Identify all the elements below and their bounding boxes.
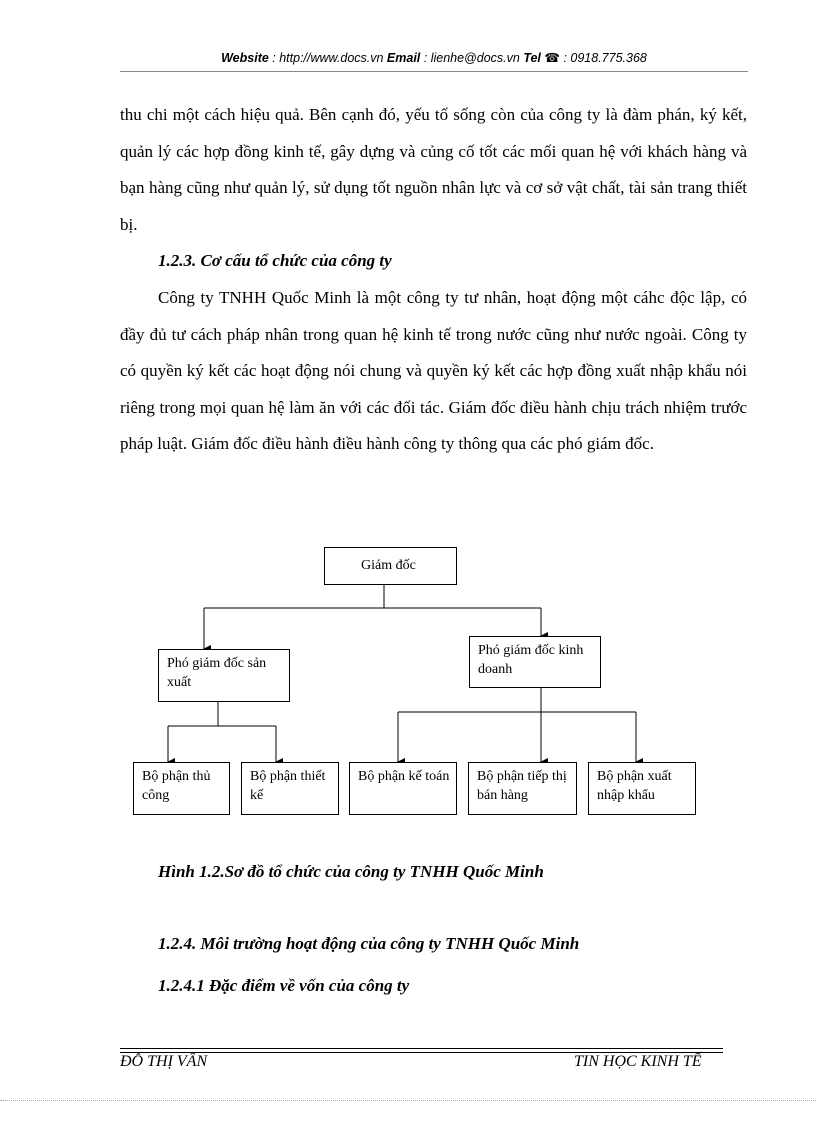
heading-1-2-4: 1.2.4. Môi trường hoạt động của công ty TNHH Quốc Minh [158,934,580,953]
email-value: : lienhe@docs.vn [420,51,524,65]
page-header [120,50,748,65]
figure-caption: Hình 1.2.Sơ đồ tổ chức của công ty TNHH Quốc Minh [158,862,544,881]
tel-value: : 0918.775.368 [559,51,647,65]
footer-rule-top [120,1048,723,1049]
heading-1-2-3: 1.2.3. Cơ cấu tổ chức của công ty [158,251,392,270]
page-break-dotted-line [0,1100,816,1101]
org-box-dept-accounting: Bộ phận kế toán [349,762,457,815]
paragraph-1: thu chi một cách hiệu quả. Bên cạnh đó, yếu tố sống còn của công ty là đàm phán, ký kết, quản lý các hợp đồng kinh tế, gây dựng và củng cố tốt các mối quan hệ với khách hàng và bạn hàng cũng như quản lý, sử dụng tốt nguồn nhân lực và cơ sở vật chất, tài sản trang thiết bị. [120,105,747,234]
footer-subject: TIN HỌC KINH TẾ [574,1053,702,1070]
org-box-vp-production: Phó giám đốc sản xuất [158,649,290,702]
website-label: Website [221,51,269,65]
org-box-dept-import-export: Bộ phận xuất nhập khẩu [588,762,696,815]
footer-author: ĐỖ THỊ VÂN [120,1053,208,1070]
website-value: : http://www.docs.vn [268,51,387,65]
org-box-vp-business: Phó giám đốc kinh doanh [469,636,601,688]
tel-label: Tel [523,51,541,65]
email-label: Email [386,51,421,65]
org-box-director: Giám đốc [324,547,457,585]
heading-1-2-4-1: 1.2.4.1 Đặc điểm về vốn của công ty [158,976,410,995]
org-box-dept-marketing: Bộ phận tiếp thị bán hàng [468,762,577,815]
phone-icon: ☎ [544,51,560,65]
header-rule [120,71,748,72]
org-box-dept-design: Bộ phận thiết kế [241,762,339,815]
paragraph-2: Công ty TNHH Quốc Minh là một công ty tư nhân, hoạt động một cáhc độc lập, có đầy đủ tư cách pháp nhân trong quan hệ kinh tế trong nước cũng như nước ngoài. Công ty có quyền ký kết các hoạt động nói chung và quyền ký kết các hợp đồng xuất nhập khẩu nói riêng trong mọi quan hệ làm ăn với các đối tác. Giám đốc điều hành chịu trách nhiệm trước pháp luật. Giám đốc điều hành điều hành công ty thông qua các phó giám đốc. [120,288,747,453]
org-box-dept-manual: Bộ phận thủ công [133,762,230,815]
